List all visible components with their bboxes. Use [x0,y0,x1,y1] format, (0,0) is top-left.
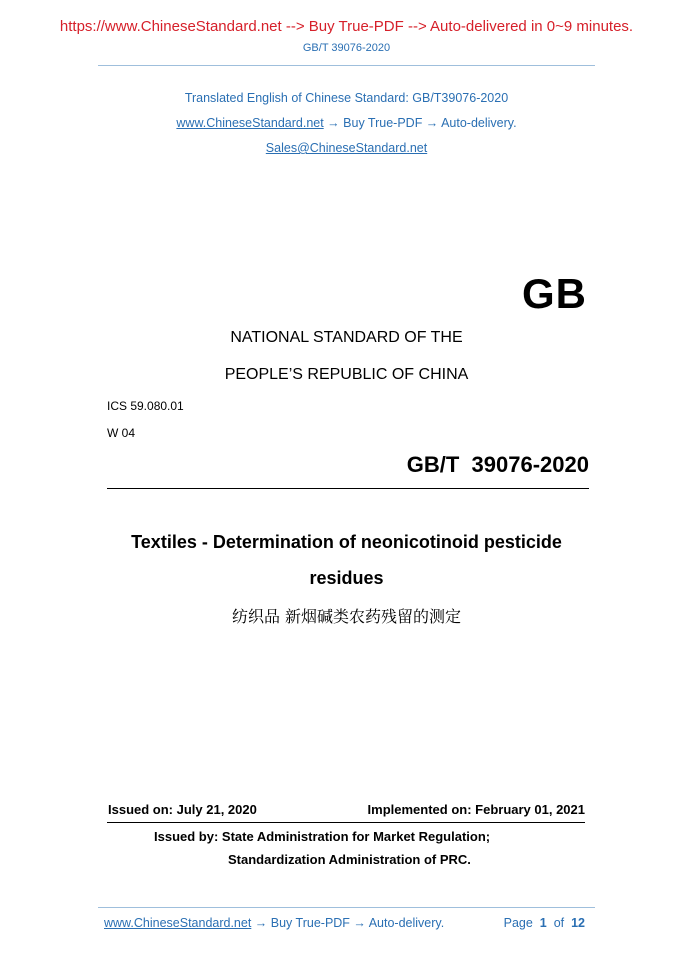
national-standard-line-2: PEOPLE’S REPUBLIC OF CHINA [224,366,469,383]
standard-number [407,452,589,478]
standard-number-rule [107,488,589,489]
website-link[interactable]: www.ChineseStandard.net [176,116,324,130]
footer-website-link[interactable]: www.ChineseStandard.net [104,916,252,930]
national-standard-line-1: NATIONAL STANDARD OF THE [230,329,463,346]
page-indicator [504,916,585,930]
dates-rule [107,822,585,823]
chinese-title: 纺织品 新烟碱类农药残留的测定 [231,607,462,626]
page-current: 1 [539,916,547,930]
gb-mark: GB [522,270,587,317]
purchase-line-text: → Buy True-PDF → Auto-delivery. [323,116,517,130]
page-total: 12 [571,916,585,930]
footer-purchase-text: → Buy True-PDF → Auto-delivery. [251,916,445,930]
footer-divider [98,907,595,908]
english-title-line-1: Textiles - Determination of neonicotinoid pesticide [131,532,562,552]
header-doc-code: GB/T 39076-2020 [302,42,391,54]
footer-purchase-line [104,916,444,930]
issuer-line-2: Standardization Administration of PRC. [228,852,471,867]
ics-code: ICS 59.080.01 [107,399,184,413]
translation-note: Translated English of Chinese Standard: GB/T39076-2020 [184,91,509,105]
purchase-line [0,116,693,130]
header-divider [98,65,595,66]
top-banner[interactable]: https://www.ChineseStandard.net --> Buy True-PDF --> Auto-delivered in 0~9 minutes. [59,18,634,35]
implemented-on-date: Implemented on: February 01, 2021 [367,802,585,817]
issued-on-date: Issued on: July 21, 2020 [108,802,257,817]
page-of: of [553,916,565,930]
sales-email-line [0,141,693,155]
ccs-code: W 04 [107,426,136,440]
page-label: Page [503,916,533,930]
sales-email-link[interactable]: Sales@ChineseStandard.net [265,141,428,155]
standard-number-value: 39076-2020 [471,452,589,477]
english-title-line-2: residues [309,568,384,588]
issuer-line-1: Issued by: State Administration for Market Regulation; [154,829,491,844]
standard-prefix: GB/T [406,452,460,477]
